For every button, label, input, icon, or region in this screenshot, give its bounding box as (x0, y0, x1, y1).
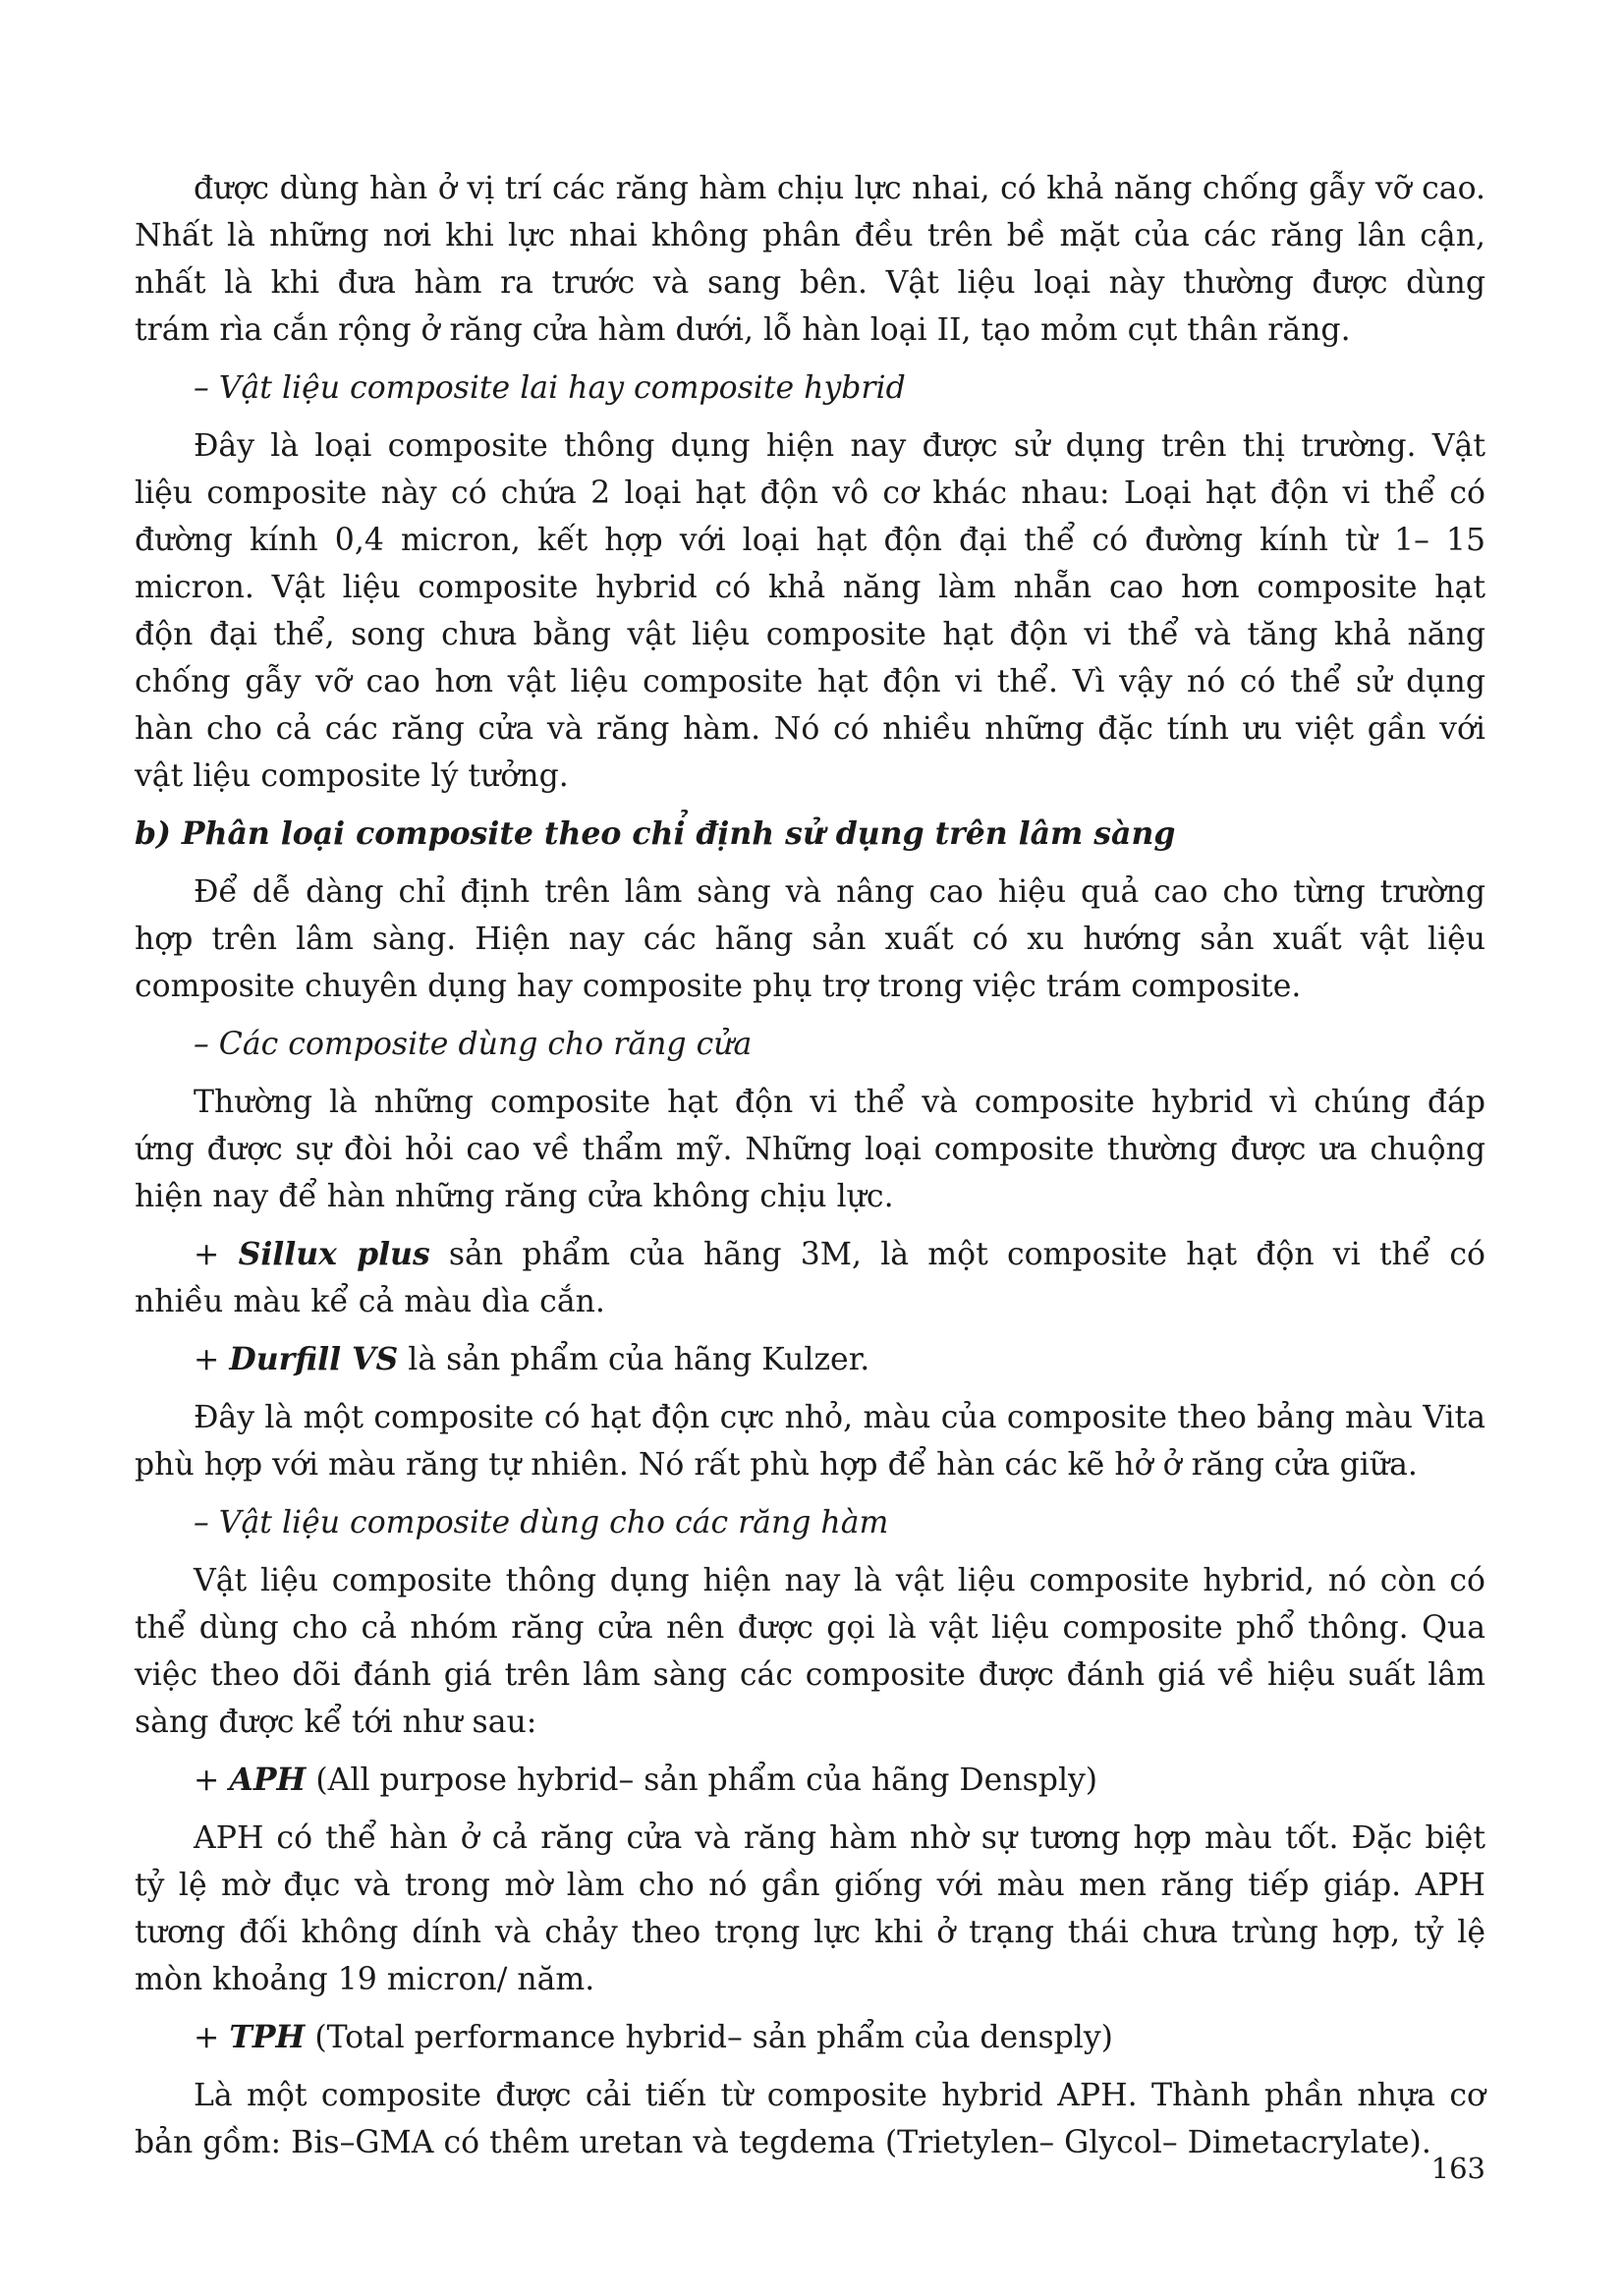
bullet-plus: + (194, 1763, 230, 1798)
sub-heading-text: – Vật liệu composite lai hay composite hybrid (194, 370, 906, 406)
text-line: composite chuyên dụng hay composite phụ trợ trong việc trám composite. (135, 969, 1302, 1004)
paragraph (135, 868, 1485, 1010)
product-name: APH (229, 1762, 307, 1798)
text-line: Thường là những composite hạt độn vi thể và composite hybrid vì chúng đáp (194, 1085, 1485, 1120)
product-entry (135, 1757, 1485, 1804)
text-line (135, 1757, 1485, 1804)
paragraph (135, 422, 1485, 800)
sub-heading-text: – Các composite dùng cho răng cửa (194, 1027, 753, 1062)
product-entry (135, 1336, 1485, 1383)
product-entry (135, 1231, 1485, 1325)
text-line: đường kính 0,4 micron, kết hợp với loại hạt độn đại thể có đường kính từ 1– 15 (135, 523, 1485, 558)
text-line (135, 1336, 1485, 1383)
product-description: (Total performance hybrid– sản phẩm của densply) (305, 2020, 1113, 2055)
text-line: APH có thể hàn ở cả răng cửa và răng hàm nhờ sự tương hợp màu tốt. Đặc biệt (194, 1820, 1485, 1856)
product-entry (135, 2014, 1485, 2061)
paragraph (135, 165, 1485, 354)
text-line: hàn cho cả các răng cửa và răng hàm. Nó có nhiều những đặc tính ưu việt gần với (135, 711, 1485, 747)
section-heading (135, 811, 1485, 858)
text-line: độn đại thể, song chưa bằng vật liệu composite hạt độn vi thể và tăng khả năng (135, 617, 1485, 652)
product-name: Sillux plus (238, 1236, 430, 1272)
sub-heading-text: – Vật liệu composite dùng cho các răng hàm (194, 1505, 889, 1540)
product-name: Durfill VS (229, 1341, 399, 1377)
text-line: chống gẫy vỡ cao hơn vật liệu composite hạt độn vi thể. Vì vậy nó có thể sử dụng (135, 664, 1485, 700)
bullet-plus: + (194, 2020, 230, 2055)
text-line (135, 1231, 1485, 1278)
text-line (135, 2014, 1485, 2061)
text-line: Là một composite được cải tiến từ composite hybrid APH. Thành phần nhựa cơ (194, 2078, 1485, 2113)
text-line: được dùng hàn ở vị trí các răng hàm chịu lực nhai, có khả năng chống gẫy vỡ cao. (194, 171, 1485, 206)
text-line: Đây là loại composite thông dụng hiện nay được sử dụng trên thị trường. Vật (194, 428, 1485, 464)
text-line: phù hợp với màu răng tự nhiên. Nó rất phù hợp để hàn các kẽ hở ở răng cửa giữa. (135, 1447, 1418, 1483)
bullet-plus: + (194, 1342, 230, 1377)
text-line: hiện nay để hàn những răng cửa không chịu lực. (135, 1179, 894, 1214)
text-line: hợp trên lâm sàng. Hiện nay các hãng sản xuất có xu hướng sản xuất vật liệu (135, 922, 1485, 957)
paragraph (135, 1079, 1485, 1220)
sub-heading (135, 364, 1485, 412)
text-line: micron. Vật liệu composite hybrid có khả năng làm nhẵn cao hơn composite hạt (135, 570, 1485, 605)
text-line: vật liệu composite lý tưởng. (135, 758, 569, 794)
text-line: bản gồm: Bis–GMA có thêm uretan và tegdema (Trietylen– Glycol– Dimetacrylate). (135, 2125, 1431, 2160)
text-line: Để dễ dàng chỉ định trên lâm sàng và nâng cao hiệu quả cao cho từng trường (194, 874, 1485, 910)
bullet-plus: + (194, 1237, 239, 1272)
text-line: thể dùng cho cả nhóm răng cửa nên được gọi là vật liệu composite phổ thông. Qua (135, 1610, 1485, 1646)
sub-heading (135, 1021, 1485, 1068)
page-body (135, 165, 1485, 2166)
page-number: 163 (1430, 2152, 1485, 2185)
text-line: tương đối không dính và chảy theo trọng lực khi ở trạng thái chưa trùng hợp, tỷ lệ (135, 1915, 1485, 1950)
text-line: Nhất là những nơi khi lực nhai không phân đều trên bề mặt của các răng lân cận, (135, 218, 1485, 253)
text-line: mòn khoảng 19 micron/ năm. (135, 1962, 595, 1997)
product-description: sản phẩm của hãng 3M, là một composite hạt độn vi thể có (429, 1237, 1485, 1272)
paragraph (135, 2072, 1485, 2166)
text-line: ứng được sự đòi hỏi cao về thẩm mỹ. Những loại composite thường được ưa chuộng (135, 1132, 1485, 1167)
product-description: (All purpose hybrid– sản phẩm của hãng Densply) (306, 1763, 1098, 1798)
text-line: tỷ lệ mờ đục và trong mờ làm cho nó gần giống với màu men răng tiếp giáp. APH (135, 1868, 1485, 1903)
text-line: sàng được kể tới như sau: (135, 1705, 537, 1740)
paragraph (135, 1394, 1485, 1488)
sub-heading (135, 1499, 1485, 1546)
text-line: việc theo dõi đánh giá trên lâm sàng các composite được đánh giá về hiệu suất lâm (135, 1657, 1485, 1693)
section-heading-text: b) Phân loại composite theo chỉ định sử dụng trên lâm sàng (135, 815, 1176, 852)
text-line: Vật liệu composite thông dụng hiện nay là vật liệu composite hybrid, nó còn có (194, 1563, 1485, 1598)
product-description: là sản phẩm của hãng Kulzer. (398, 1342, 870, 1377)
product-name: TPH (229, 2019, 306, 2055)
paragraph (135, 1557, 1485, 1746)
text-line: liệu composite này có chứa 2 loại hạt độn vô cơ khác nhau: Loại hạt độn vi thể có (135, 476, 1485, 511)
paragraph (135, 1815, 1485, 2003)
text-line: trám rìa cắn rộng ở răng cửa hàm dưới, lỗ hàn loại II, tạo mỏm cụt thân răng. (135, 312, 1351, 348)
text-line: nhất là khi đưa hàm ra trước và sang bên. Vật liệu loại này thường được dùng (135, 265, 1485, 301)
text-line: nhiều màu kể cả màu dìa cắn. (135, 1284, 605, 1319)
text-line: Đây là một composite có hạt độn cực nhỏ, màu của composite theo bảng màu Vita (194, 1400, 1485, 1435)
